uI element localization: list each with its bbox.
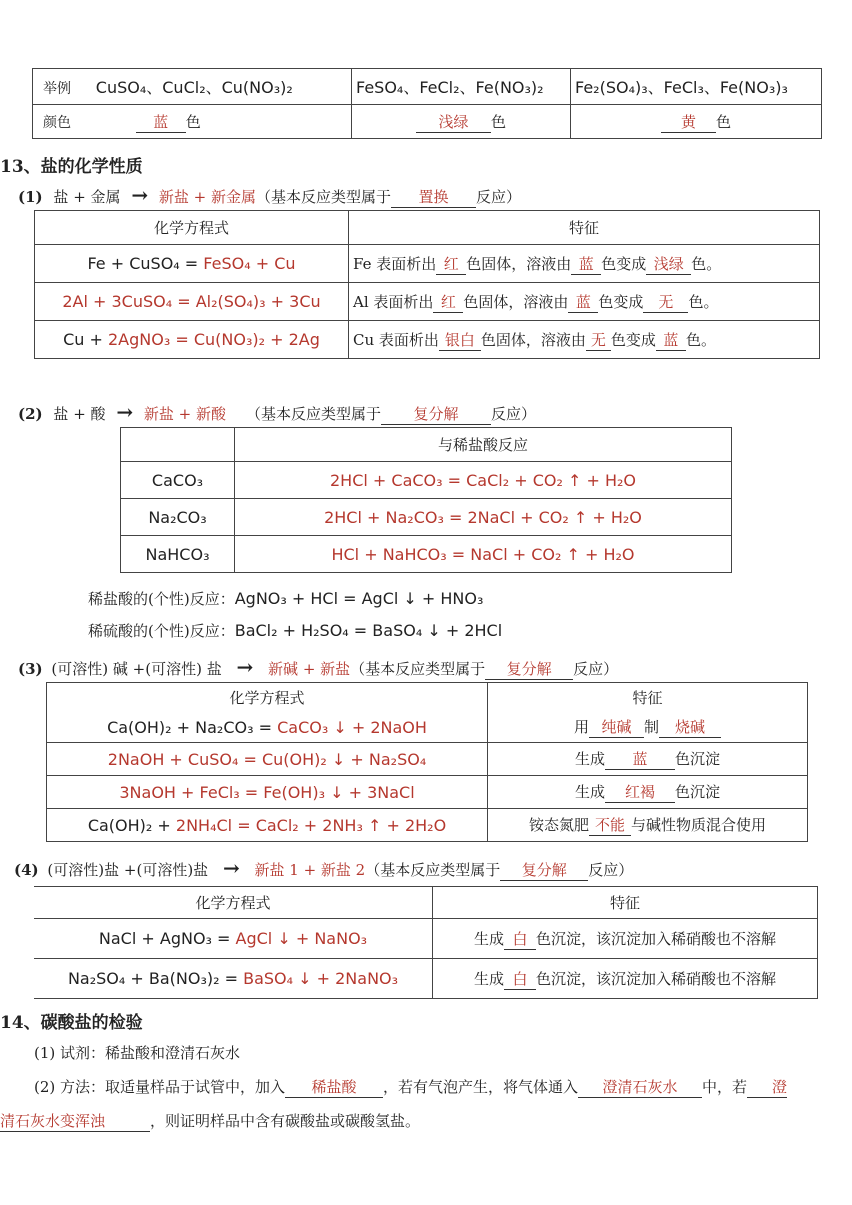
hdr-equation: 化学方程式 bbox=[35, 211, 349, 245]
eq-right: 2AgNO₃ = Cu(NO₃)₂ + 2Ag bbox=[108, 330, 320, 349]
eq-left: Fe + CuSO₄ = bbox=[87, 254, 204, 273]
b: 红褐 bbox=[605, 781, 675, 803]
b: 红 bbox=[436, 253, 466, 275]
t: ，若有气泡产生，将气体通入 bbox=[383, 1078, 579, 1096]
note-post: 反应） bbox=[588, 861, 634, 879]
eq-lime-nh4cl bbox=[47, 809, 488, 842]
t: Al 表面析出 bbox=[353, 292, 434, 311]
b-limewater: 澄清石灰水 bbox=[578, 1076, 702, 1098]
reaction-type-blank: 复分解 bbox=[381, 403, 491, 425]
eq-soda-lime bbox=[47, 713, 488, 743]
feat-1 bbox=[349, 245, 820, 283]
part-num: (3) bbox=[18, 660, 43, 678]
feat-3 bbox=[488, 776, 808, 809]
b-hcl: 稀盐酸 bbox=[285, 1076, 383, 1098]
yellow-blank: 黄 bbox=[661, 111, 716, 133]
arrow-icon: → bbox=[236, 655, 254, 679]
eq-left: Na₂SO₄ + Ba(NO₃)₂ = bbox=[67, 969, 244, 988]
eq-naoh-fecl3: 3NaOH + FeCl₃ = Fe(OH)₃ ↓ + 3NaCl bbox=[47, 776, 488, 809]
reactants: (可溶性) 碱 +(可溶性) 盐 bbox=[51, 660, 222, 678]
equation: AgNO₃ + HCl = AgCl ↓ + HNO₃ bbox=[234, 589, 484, 608]
b: 纯碱 bbox=[589, 716, 644, 738]
h2so4-specific-line bbox=[88, 620, 502, 641]
note-pre: （基本反应类型属于 bbox=[255, 188, 391, 206]
salt-na2co3: Na₂CO₃ bbox=[121, 499, 235, 536]
part-1-heading bbox=[18, 183, 521, 208]
feat-2 bbox=[488, 743, 808, 776]
t: ，则证明样品中含有碳酸盐或碳酸氢盐。 bbox=[150, 1112, 421, 1130]
b: 红 bbox=[433, 291, 463, 313]
eq-caco3: 2HCl + CaCO₃ = CaCl₂ + CO₂ ↑ + H₂O bbox=[235, 462, 732, 499]
eq-right: FeSO₄ + Cu bbox=[203, 254, 296, 273]
products: 新碱 + 新盐 bbox=[268, 660, 351, 678]
salt-caco3: CaCO₃ bbox=[121, 462, 235, 499]
feat-2 bbox=[433, 959, 818, 999]
light-green-blank: 浅绿 bbox=[416, 111, 491, 133]
section-14-title: 14、碳酸盐的检验 bbox=[0, 1013, 143, 1033]
note-pre: （基本反应类型属于 bbox=[365, 861, 501, 879]
feat-1 bbox=[433, 919, 818, 959]
t: 色变成 bbox=[598, 292, 644, 311]
b: 蓝 bbox=[605, 748, 675, 770]
blue-blank: 蓝 bbox=[136, 111, 186, 133]
arrow-icon: → bbox=[131, 183, 149, 207]
eq-right: 2NH₄Cl = CaCl₂ + 2NH₃ ↑ + 2H₂O bbox=[175, 815, 447, 835]
part-num: (1) bbox=[18, 188, 43, 206]
eq-left: Ca(OH)₂ + bbox=[87, 815, 176, 835]
b: 白 bbox=[504, 928, 536, 950]
blank-hdr bbox=[121, 428, 235, 462]
note-post: 反应） bbox=[490, 405, 536, 423]
t: 色沉淀，该沉淀加入稀硝酸也不溶解 bbox=[536, 929, 777, 948]
t: 色沉淀 bbox=[675, 750, 721, 768]
hdr-hcl: 与稀盐酸反应 bbox=[235, 428, 732, 462]
arrow-icon: → bbox=[222, 856, 240, 880]
note-post: 反应） bbox=[573, 660, 619, 678]
t: 生成 bbox=[473, 969, 504, 988]
arrow-icon: → bbox=[116, 400, 134, 424]
color-cell-3 bbox=[571, 105, 822, 139]
feat-1 bbox=[488, 713, 808, 743]
b: 无 bbox=[586, 329, 611, 351]
b-turbid-start: 澄 bbox=[747, 1076, 787, 1098]
t: 色。 bbox=[685, 330, 716, 349]
eq-fe-cuso4 bbox=[35, 245, 349, 283]
t: 色固体，溶液由 bbox=[466, 254, 572, 273]
equation: BaCl₂ + H₂SO₄ = BaSO₄ ↓ + 2HCl bbox=[234, 621, 503, 640]
t: 生成 bbox=[473, 929, 504, 948]
color-table bbox=[32, 68, 822, 139]
hcl-specific-line bbox=[88, 588, 483, 609]
reaction-type-blank: 复分解 bbox=[485, 658, 573, 680]
eq-left: NaCl + AgNO₃ = bbox=[98, 929, 236, 948]
label: 稀盐酸的(个性)反应： bbox=[88, 590, 235, 608]
reaction-type-blank: 复分解 bbox=[500, 859, 588, 881]
eq-left: Ca(OH)₂ + Na₂CO₃ = bbox=[107, 717, 278, 737]
suffix: 色 bbox=[185, 112, 201, 131]
eq-left: Cu + bbox=[63, 330, 108, 349]
part-4-heading bbox=[14, 856, 633, 881]
t: 中，若 bbox=[702, 1078, 748, 1096]
salt-acid-table bbox=[120, 427, 732, 573]
eq-right: CaCO₃ ↓ + 2NaOH bbox=[277, 717, 427, 737]
b: 蓝 bbox=[571, 253, 601, 275]
t: 色变成 bbox=[601, 254, 647, 273]
base-salt-table bbox=[46, 682, 808, 842]
hdr-equation: 化学方程式 bbox=[47, 683, 488, 713]
color-label: 颜色 bbox=[43, 114, 71, 131]
part-3-heading bbox=[18, 655, 618, 680]
eq-nacl-agno3 bbox=[34, 919, 433, 959]
products: 新盐 + 新金属 bbox=[158, 188, 256, 206]
method-line bbox=[34, 1076, 852, 1098]
t: 色。 bbox=[691, 254, 722, 273]
eq-right: BaSO₄ ↓ + 2NaNO₃ bbox=[243, 969, 399, 988]
hdr-equation: 化学方程式 bbox=[34, 887, 433, 919]
products: 新盐 + 新酸 bbox=[143, 405, 226, 423]
ferrous-salts: FeSO₄、FeCl₂、Fe(NO₃)₂ bbox=[352, 69, 571, 105]
salt-metal-table bbox=[34, 210, 820, 359]
b-turbid: 清石灰水变浑浊 bbox=[0, 1110, 150, 1132]
b: 不能 bbox=[589, 814, 631, 836]
example-cell bbox=[33, 69, 352, 105]
eq-right: AgCl ↓ + NaNO₃ bbox=[235, 929, 368, 948]
b: 无 bbox=[643, 291, 688, 313]
t: 色沉淀，该沉淀加入稀硝酸也不溶解 bbox=[536, 969, 777, 988]
t: Cu 表面析出 bbox=[353, 330, 439, 349]
t: 色固体，溶液由 bbox=[463, 292, 569, 311]
part-2-heading bbox=[18, 400, 536, 425]
eq-al-cuso4: 2Al + 3CuSO₄ = Al₂(SO₄)₃ + 3Cu bbox=[35, 283, 349, 321]
feat-3 bbox=[349, 321, 820, 359]
note-post: 反应） bbox=[475, 188, 521, 206]
part-num: (2) bbox=[18, 405, 43, 423]
t: 用 bbox=[573, 718, 589, 737]
salt-nahco3: NaHCO₃ bbox=[121, 536, 235, 573]
eq-cu-agno3 bbox=[35, 321, 349, 359]
salt-salt-table bbox=[34, 886, 818, 999]
eq-nahco3: HCl + NaHCO₃ = NaCl + CO₂ ↑ + H₂O bbox=[235, 536, 732, 573]
hdr-feature: 特征 bbox=[488, 683, 808, 713]
t: (2) 方法：取适量样品于试管中，加入 bbox=[34, 1078, 286, 1096]
t: 生成 bbox=[574, 750, 605, 768]
hdr-feature: 特征 bbox=[433, 887, 818, 919]
suffix: 色 bbox=[715, 112, 731, 131]
t: 色。 bbox=[688, 292, 719, 311]
ferric-salts: Fe₂(SO₄)₃、FeCl₃、Fe(NO₃)₃ bbox=[571, 69, 822, 105]
eq-na2co3: 2HCl + Na₂CO₃ = 2NaCl + CO₂ ↑ + H₂O bbox=[235, 499, 732, 536]
color-cell-2 bbox=[352, 105, 571, 139]
eq-na2so4-bano3 bbox=[34, 959, 433, 999]
hdr-feature: 特征 bbox=[349, 211, 820, 245]
reactants: (可溶性)盐 +(可溶性)盐 bbox=[47, 861, 209, 879]
method-line-2 bbox=[0, 1110, 420, 1132]
b: 蓝 bbox=[568, 291, 598, 313]
eq-naoh-cuso4: 2NaOH + CuSO₄ = Cu(OH)₂ ↓ + Na₂SO₄ bbox=[47, 743, 488, 776]
reactants: 盐 + 酸 bbox=[53, 405, 106, 423]
t: 制 bbox=[644, 718, 660, 737]
b: 蓝 bbox=[656, 329, 686, 351]
t: 生成 bbox=[574, 783, 605, 801]
part-num: (4) bbox=[14, 861, 39, 879]
t: 色沉淀 bbox=[675, 783, 721, 801]
t: 色固体，溶液由 bbox=[480, 330, 586, 349]
section-13-title: 13、盐的化学性质 bbox=[0, 157, 143, 177]
label: 稀硫酸的(个性)反应： bbox=[88, 622, 235, 640]
b: 银白 bbox=[439, 329, 481, 351]
feat-2 bbox=[349, 283, 820, 321]
example-label: 举例 bbox=[43, 81, 71, 97]
reagents-line: (1) 试剂：稀盐酸和澄清石灰水 bbox=[34, 1044, 241, 1062]
feat-4 bbox=[488, 809, 808, 842]
t: 色变成 bbox=[610, 330, 656, 349]
note-pre: （基本反应类型属于 bbox=[350, 660, 486, 678]
products: 新盐 1 + 新盐 2 bbox=[254, 861, 366, 879]
reaction-type-blank: 置换 bbox=[391, 186, 476, 208]
b: 浅绿 bbox=[646, 253, 691, 275]
note-pre: （基本反应类型属于 bbox=[245, 405, 381, 423]
t: Fe 表面析出 bbox=[353, 254, 437, 273]
suffix: 色 bbox=[490, 112, 506, 131]
t: 铵态氮肥 bbox=[528, 816, 589, 834]
t: 与碱性物质混合使用 bbox=[631, 816, 767, 834]
b: 烧碱 bbox=[659, 716, 721, 738]
color-cell-1 bbox=[33, 105, 352, 139]
copper-salts: CuSO₄、CuCl₂、Cu(NO₃)₂ bbox=[95, 78, 293, 97]
b: 白 bbox=[504, 968, 536, 990]
reactants: 盐 + 金属 bbox=[53, 188, 121, 206]
